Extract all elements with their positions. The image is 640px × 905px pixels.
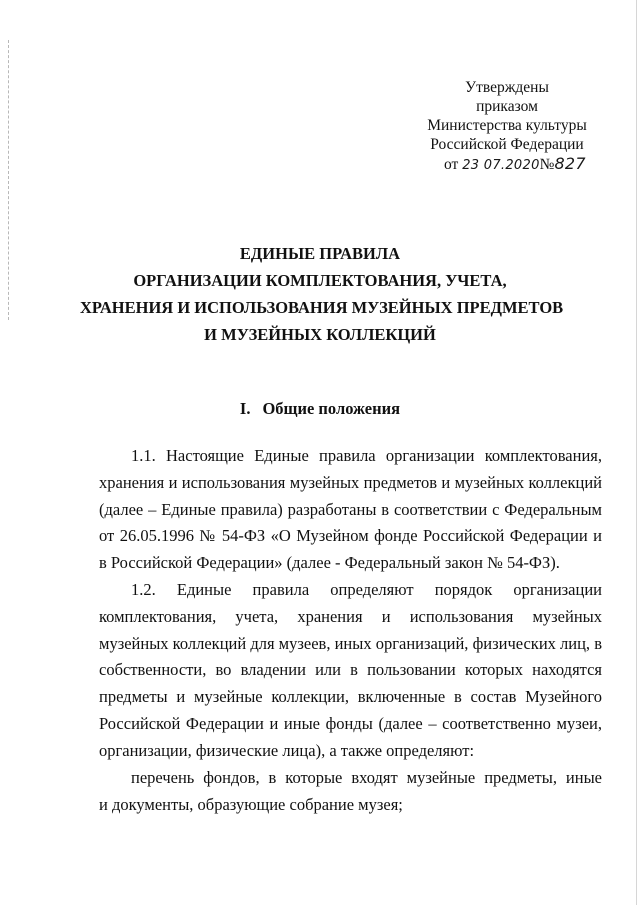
document-title: [80, 240, 564, 348]
text-line: комплектования, учета, хранения и использования музейных: [99, 606, 602, 626]
text-line: 1.1. Настоящие Единые правила организации комплектования,: [131, 446, 602, 465]
title-line-3: ХРАНЕНИЯ И ИСПОЛЬЗОВАНИЯ МУЗЕЙНЫХ ПРЕДМЕТОВ: [80, 298, 564, 317]
handwritten-order-number: 827: [554, 154, 586, 173]
approval-line-3: Министерства культуры: [427, 117, 587, 134]
approval-line-4: Российской Федерации: [430, 136, 584, 153]
text-line: в Российской Федерации» (далее - Федеральный закон № 54-ФЗ).: [99, 553, 560, 573]
handwritten-date: 23 07.2020: [462, 158, 540, 173]
text-line: собственности, во владении или в пользовании которых находятся: [99, 660, 602, 680]
title-line-2: ОРГАНИЗАЦИИ КОМПЛЕКТОВАНИЯ, УЧЕТА,: [133, 271, 507, 290]
text-line: хранения и использования музейных предметов и музейных коллекций: [99, 472, 602, 492]
scan-edge-left: [8, 40, 10, 320]
approval-line-1: Утверждены: [465, 79, 549, 96]
paragraph-1-2: [99, 577, 602, 765]
approval-line-2: приказом: [476, 98, 538, 115]
approval-date-line: [412, 154, 602, 175]
paragraph-1-1: [99, 443, 602, 577]
title-line-1: ЕДИНЫЕ ПРАВИЛА: [239, 244, 401, 263]
title-line-4: И МУЗЕЙНЫХ КОЛЛЕКЦИЙ: [204, 325, 436, 344]
paragraph-list-item-1: [99, 765, 602, 819]
section-heading: [0, 398, 640, 420]
text-line: организации, физические лица), а также определяют:: [99, 740, 475, 760]
text-line: (далее – Единые правила) разработаны в соответствии с Федеральным: [99, 499, 602, 519]
text-line: и документы, образующие собрание музея;: [99, 794, 403, 814]
text-line: предметы и музейные коллекции, включенные в состав Музейного: [99, 687, 602, 707]
approval-stamp: [412, 78, 602, 175]
number-prefix: №: [539, 156, 555, 173]
section-number: I.: [239, 399, 251, 418]
text-line: Российской Федерации и иные фонды (далее – соответственно музеи,: [99, 713, 602, 733]
text-line: музейных коллекций для музеев, иных организаций, физических лиц, в: [99, 633, 602, 653]
text-line: от 26.05.1996 № 54-ФЗ «О Музейном фонде Российской Федерации и: [99, 526, 602, 546]
scan-edge-right: [636, 0, 637, 905]
date-prefix: от: [444, 156, 459, 173]
text-line: 1.2. Единые правила определяют порядок организации: [131, 580, 602, 599]
section-title: Общие положения: [262, 399, 401, 418]
text-line: перечень фондов, в которые входят музейные предметы, иные: [131, 768, 602, 787]
